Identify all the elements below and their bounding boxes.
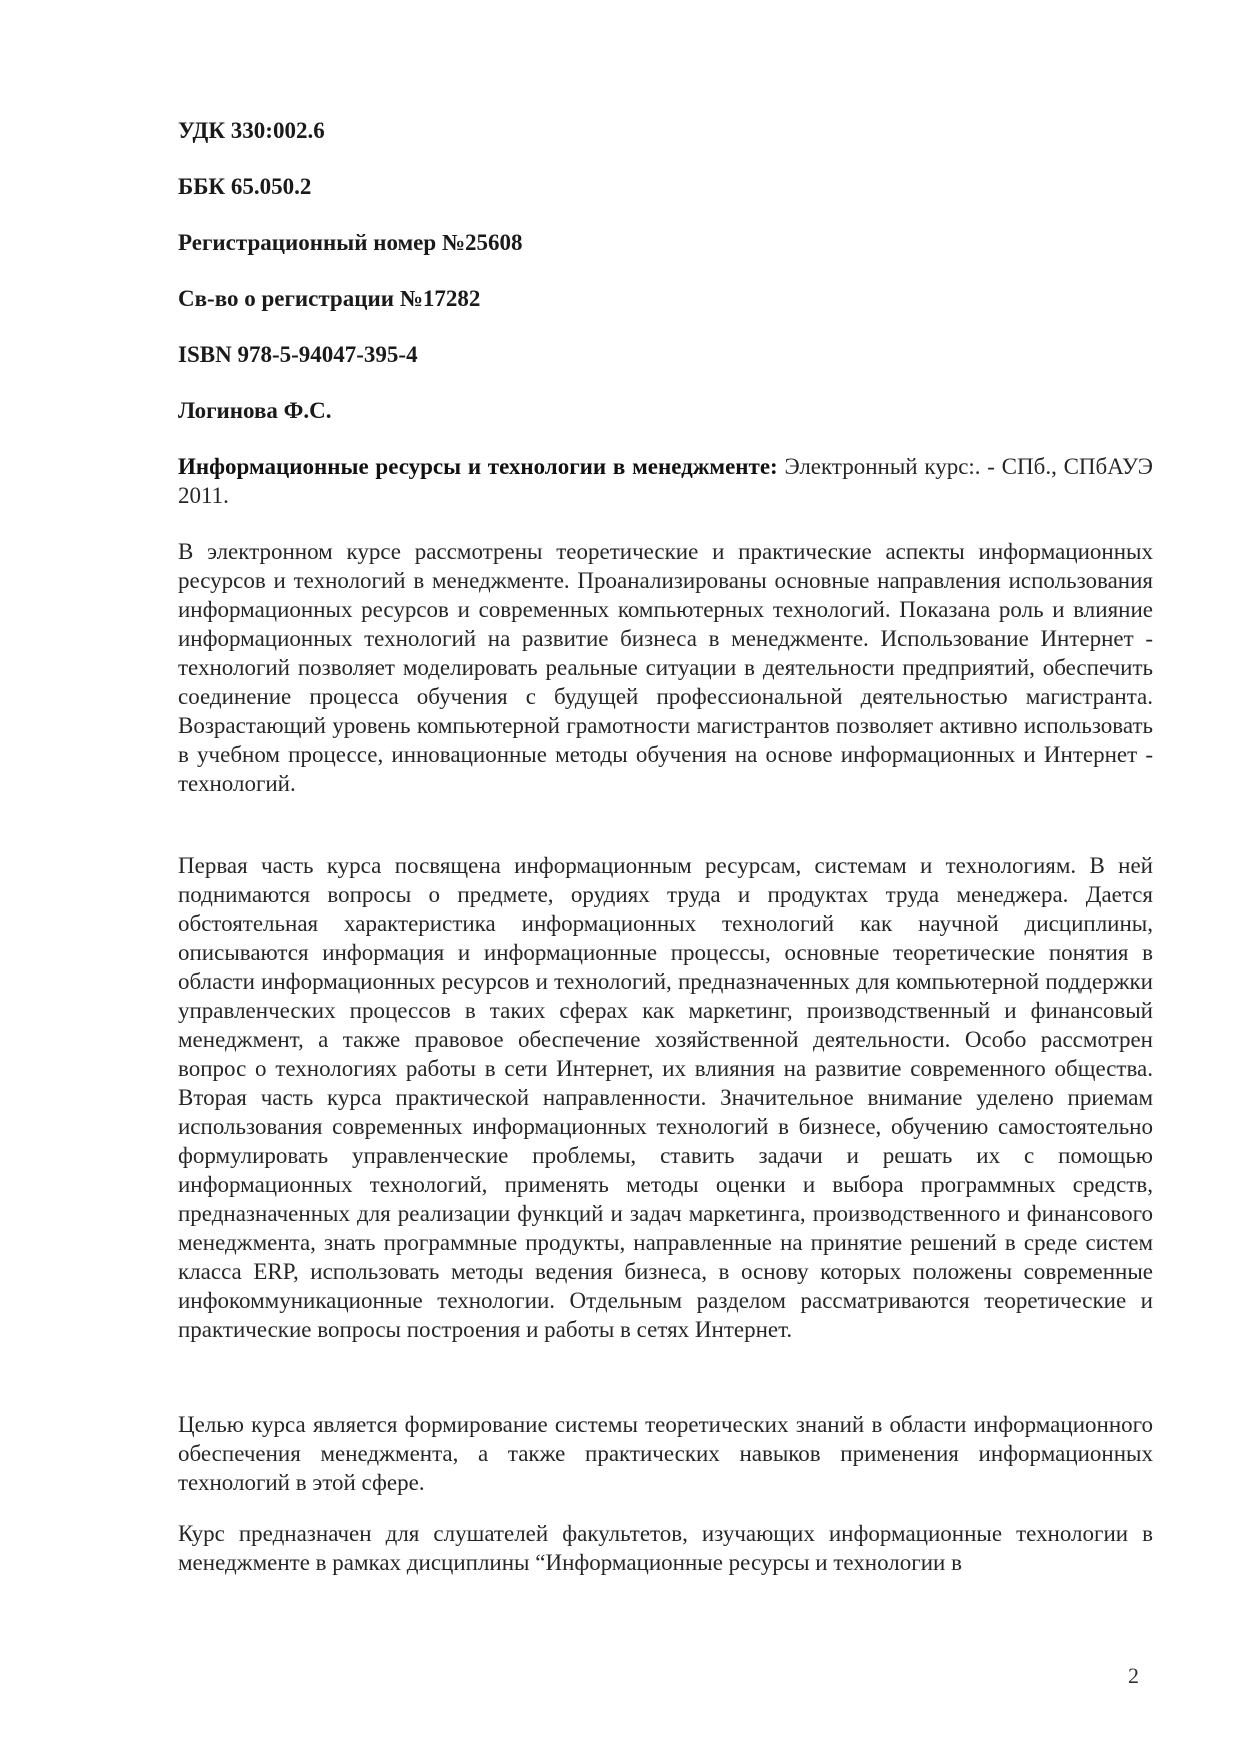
citation-details: Электронный курс:. - СПб., СПбАУЭ 2011. xyxy=(178,454,1153,508)
page-number: 2 xyxy=(1128,1663,1139,1688)
author: Логинова Ф.С. xyxy=(178,398,332,423)
citation xyxy=(178,452,1153,510)
registration-certificate: Св-во о регистрации №17282 xyxy=(178,286,481,311)
isbn: ISBN 978-5-94047-395-4 xyxy=(178,342,418,367)
abstract-paragraph-1: В электронном курсе рассмотрены теоретические и практические аспекты информационных ресурсов и технологий в менеджменте. Проанализированы основные направления использования информационных ресурсов и современных компьютерных технологий. Показана роль и влияние информационных технологий на развитие бизнеса в менеджменте. Использование Интернет - технологий позволяет моделировать реальные ситуации в деятельности предприятий, обеспечить соединение процесса обучения с будущей профессиональной деятельностью магистранта. Возрастающий уровень компьютерной грамотности магистрантов позволяет активно использовать в учебном процессе, инновационные методы обучения на основе информационных и Интернет - технологий. xyxy=(178,539,1153,796)
abstract-paragraph-3: Целью курса является формирование системы теоретических знаний в области информационного обеспечения менеджмента, а также практических навыков применения информационных технологий в этой сфере. xyxy=(178,1412,1153,1495)
citation-title: Информационные ресурсы и технологии в менеджменте: xyxy=(178,454,778,479)
abstract-paragraph-2: Первая часть курса посвящена информационным ресурсам, системам и технологиям. В ней поднимаются вопросы о предмете, орудиях труда и продуктах труда менеджера. Дается обстоятельная характеристика информационных технологий как научной дисциплины, описываются информация и информационные процессы, основные теоретические понятия в области информационных ресурсов и технологий, предназначенных для компьютерной поддержки управленческих процессов в таких сферах как маркетинг, производственный и финансовый менеджмент, а также правовое обеспечение хозяйственной деятельности. Особо рассмотрен вопрос о технологиях работы в сети Интернет, их влияния на развитие современного общества. Вторая часть курса практической направленности. Значительное внимание уделено приемам использования современных информационных технологий в бизнесе, обучению самостоятельно формулировать управленческие проблемы, ставить задачи и решать их с помощью информационных технологий, применять методы оценки и выбора программных средств, предназначенных для реализации функций и задач маркетинга, производственного и финансового менеджмента, знать программные продукты, направленные на принятие решений в среде систем класса ERP, использовать методы ведения бизнеса, в основу которых положены современные инфокоммуникационные технологии. Отдельным разделом рассматриваются теоретические и практические вопросы построения и работы в сетях Интернет. xyxy=(178,853,1153,1342)
abstract-paragraph-4: Курс предназначен для слушателей факультетов, изучающих информационные технологии в менеджменте в рамках дисциплины “Информационные ресурсы и технологии в xyxy=(178,1521,1153,1575)
bbk-code: ББК 65.050.2 xyxy=(178,174,312,199)
udk-code: УДК 330:002.6 xyxy=(178,118,325,143)
registration-number: Регистрационный номер №25608 xyxy=(178,230,523,255)
